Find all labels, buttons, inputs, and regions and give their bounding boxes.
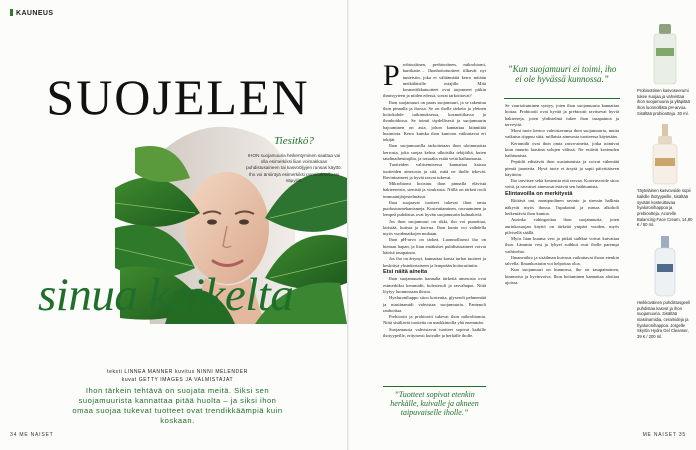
product-item [637, 22, 693, 116]
subheading: Etsi näitä aineita [383, 268, 428, 275]
product-item [637, 234, 693, 340]
did-you-know-text: IHON suojamuuria heikentyminen saattaa vai olla esimerkiksi liian voimakkaan puhdistusaineen tai kasvoöljyjen runsas käyttö. Iho voi ärsiintyä esimerkiksi punoituksella tai näpyillä. [246, 153, 342, 183]
paragraph: Ilmanvaihto ja sisäilman kuivuus vaikuttavat ihoon etenkin talvella. Ilmankostutin voi helpottaa oloa. [505, 254, 619, 267]
article-column-1 [383, 59, 486, 339]
paragraph: Jos ihon suojamuuri on rikki, iho voi punoittaa, kiristää, kutista ja kuivua. Ihon kunto voi vaihdella myös vuodenaikojen mukaan. [383, 218, 486, 237]
paragraph: Aurinko vahingoittaa ihon suojamuuria, joten aurinkosuojan käyttö on tärkeää ympäri vuoden, myös pilvisellä säällä. [505, 217, 619, 235]
section-marker-icon [10, 9, 13, 16]
paragraph: Mikrobiomi koostuu ihon pinnalla elävistä bakteereista, sienistä ja viruksista. Niillä on tärkeä rooli immuunijärjestelmässä. [383, 181, 486, 199]
paragraph: Prebiootit ja probiootit tukevat ihon mikrobiomia. Niitä sisältäviä tuotteita on markkinoilla yhä enemmän. [383, 314, 486, 326]
product-description: Täyteläinen kasvovoide sopii kaikille ihotyypeille, sisältää syvään kosteuttavaa hyaluronihappoa ja prebiootteja. Acorelle Balancing Face Cream, 14,80 € / 50 ml. [637, 188, 693, 228]
paragraph: Keramidit ovat ihon omia rasva-aineita, jotka toimivat kuin muurin laastina solujen välissä. Ne estävät kosteuden haihtumista. [505, 140, 619, 159]
paragraph: Moni tuote kertoo vahvistavansa ihon suojamuuria, mutta vaikutus riippuu siitä, millaisia ainesosia tuotteessa käytetään. [505, 128, 619, 140]
paragraph: robiootiinen, prebiootinen, mikrobiomi, barrikatie… Ihonhoitotuotteet tilkavät nyt tunteisiin, joka ei välttämättä kerro mitään meikäläisille ostajille. Mitä kosmetiikkatuotteet ovat tarjonneet pitkin ihmisyyteen ja niiden edessä, sorrat tarkoittavat? [383, 62, 486, 99]
product-description: Heikkoväinen puhdistusgeeli puhdistaa kasvot ja ihon suojamuuria. Sisältää niasiinamidia, ceramideja ja hyaluronihappoa. Jorgelle Skyrtin Hydra Gel Cleanser, 39 € / 200 ml. [637, 300, 691, 340]
headline-top: SUOJELEN [46, 69, 310, 125]
product-item [637, 122, 693, 228]
folio-right: ME NAISET 35 [642, 432, 686, 438]
did-you-know-title: Tiesitkö? [274, 135, 314, 147]
paragraph: Ihon suojamuuri on paras suojamuuri, ja se rakentuu ihon pinnalla ja ihossa. Se on iholle tärkein ja yleinen hoitokohde tutkimuksessa, kosmetiikassa ja ihonhoidossa. Se toimii täydellisesti ja suojamuurin hajoaminen on asia, johon kannattaa kiinnittää huomiota. Kerro kuinka ihon kuntoon vaikuttavat eri tekijät. [383, 99, 486, 143]
subheading: Elintavoilla on merkitystä [505, 190, 573, 197]
paragraph: Ihon suojamuurilla tarkoitetaan ihon uloimmaista kerrosta, joka suojaa kehoa ulkoisilta tekijöiltä, kuten taudinaiheuttajilta, ja toisaalta estää vettä haihtumasta. [383, 143, 486, 161]
paragraph: Ihon pH-arvo on tärkeä. Luonnollisesti iho on hieman hapan, ja liian emäksiset puhdistusaineet voivat häiritä tasapainoa. [383, 237, 486, 255]
paragraph: Jos iho on ärtynyt, kannattaa karsia turhat tuotteet ja keskittyä yksinkertaiseen ja lempeään hoitorutiiniin. [383, 256, 486, 268]
product-description: Probioottinen kasvoseerumi tukee suojaa ja vahvistaa ihon suojamuuria ja ylläpitää ihon luonnollista pH-arvoa. Sisältää probiootteja. 30 ml. [637, 88, 690, 116]
byline [70, 369, 285, 384]
paragraph: Se vaurioituminen syntyy, joten ihon suojamuuria kannattaa hoitaa. Probiootit ovat hyvää ja prebiootit ravitsevat hyviä bakteereja, joten yhdistelmä tukee ihon tasapainoa ja terveyttä. [505, 103, 619, 127]
cleanser-bottle-icon [637, 234, 693, 298]
pull-quote-top: ”Kun suojamuuri ei toimi, iho ei ole hyvässä kunnossa.” [507, 64, 617, 85]
right-page [349, 0, 696, 450]
left-page [0, 0, 347, 450]
product-sidebar [637, 22, 693, 346]
headline-bottom: sinua kaikelta [38, 269, 294, 321]
paragraph: Ihon suojamuurin kannalta tärkeitä ainesosia ovat esimerkiksi keramidit, kolesteroli ja rasvahapot. Niitä löytyy luonnostaan ihosta. [383, 276, 486, 295]
did-you-know-box [246, 135, 342, 184]
pull-quote-rule [504, 98, 620, 99]
paragraph: Kun suojamuuri on kunnossa, iho on tasapainoinen, kimmoisa ja hyvinvoiva. Ihon hoitaminen kannattaa aloittaa ajoissa. [505, 267, 619, 285]
byline-authors: teksti LINNEA MANNER kuvitus NINNI MELENDER [107, 369, 248, 375]
paragraph: Myös liian kuuma vesi ja pitkät suihkut voivat kuivattaa ihoa. Lämmin vesi ja lyhyet suihkut ovat iholle parempi vaihtoehto. [505, 236, 619, 254]
cream-jar-icon [637, 122, 693, 186]
paragraph: Peptidit edistävät ihon uusiutumista ja voivat vähentää pieniä juonteita. Hyvä tuote ei ärsytä ja sopii päivittäiseen käyttöön. [505, 159, 619, 177]
pull-quote-bottom: ”Tuotteet sopivat etenkin herkälle, kuivalle ja akneen taipuvaiselle iholle.” [390, 390, 479, 418]
lede: Ihon tärkein tehtävä on suojata meitä. Siksi sen suojamuurista kannattaa pitää huolta – ja siksi ihon omaa suojaa tukevat tuotteet ovat trendikkäämpiä kuin koskaan. [72, 386, 283, 425]
article-column-2 [505, 103, 619, 286]
paragraph: Tuotteiden valitsemisessa kannattaa katsoa tuotteiden ainesosia ja sitä, mitä ne iholle tekevät. Ravintoaineet ja hyvät rasvat tukevat. [383, 162, 486, 180]
paragraph: Iho tarvitsee sekä kosteutta että rasvaa. Kosteusvoide sitoo vettä, ja rasvaiset ainesosat estävät sen haihtumista. [505, 178, 619, 190]
drop-cap: P [383, 59, 400, 92]
paragraph: Hyaluronihappo sitoo kosteutta, glyseroli pehmentää ja niasiinamidi vahvistaa suojamuuria. Pantenoli rauhoittaa. [383, 295, 486, 313]
byline-credits: kuvat GETTY IMAGES JA VALMISTAJAT [121, 376, 234, 383]
paragraph: Suojamuuria vahvistavat tuotteet sopivat kaikille ihotyypeille, erityisesti kuivalle ja herkälle iholle. [383, 326, 486, 338]
serum-bottle-icon [637, 22, 693, 86]
paragraph: Ihoa suojaavat tuotteet tukevat ihon omia puolustusmekanismeja. Kosteuttaminen, rasvaaminen ja lempeä puhdistus ovat hyvän suojamuurin kulmakiviä. [383, 199, 486, 218]
section-label: KAUNEUS [10, 9, 53, 17]
folio-left: 34 ME NAISET [10, 432, 54, 438]
paragraph: Riittävä uni, monipuolinen ravinto ja stressin hallinta näkyvät myös ihossa. Tupakointi ja runsas alkoholi heikentävät ihon kuntoa. [505, 198, 619, 216]
pull-quote-rule [383, 386, 486, 387]
